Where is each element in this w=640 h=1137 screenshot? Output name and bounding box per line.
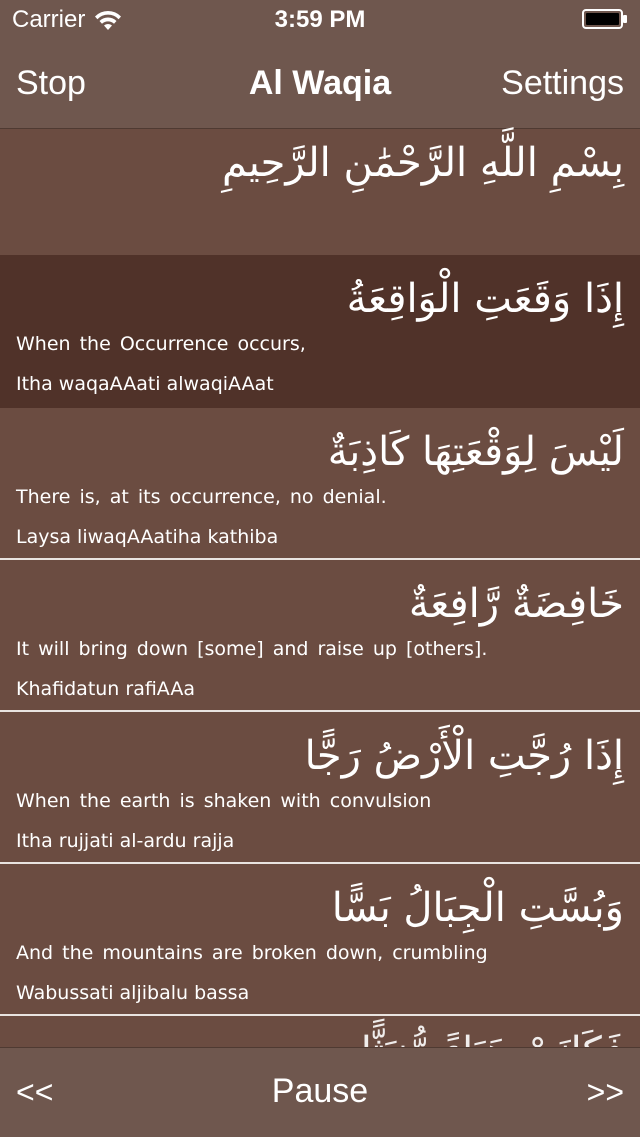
battery-icon (582, 9, 628, 29)
verse-arabic: إِذَا وَقَعَتِ الْوَاقِعَةُ (346, 276, 624, 322)
verse-transliteration: Khafidatun rafiAAa (16, 678, 195, 700)
playback-toolbar (0, 1047, 640, 1137)
verse-translation: It will bring down [some] and raise up [others]. (16, 638, 488, 660)
page-title: Al Waqia (248, 64, 392, 102)
play-pause-container (0, 1072, 640, 1111)
verse-row-3[interactable] (0, 560, 640, 712)
verse-transliteration: Wabussati aljibalu bassa (16, 982, 250, 1004)
verse-arabic: خَافِضَةٌ رَّافِعَةٌ (408, 581, 624, 627)
carrier-label: Carrier (12, 6, 86, 33)
bismillah-arabic: بِسْمِ اللَّهِ الرَّحْمَٰنِ الرَّحِيمِ (221, 140, 624, 186)
verse-row-2[interactable] (0, 408, 640, 560)
settings-button[interactable]: Settings (501, 64, 624, 102)
verse-arabic: وَبُسَّتِ الْجِبَالُ بَسًّا (331, 885, 624, 931)
bismillah-row (0, 129, 640, 255)
verse-list[interactable] (0, 129, 640, 1047)
verse-translation: When the earth is shaken with convulsion (16, 790, 432, 812)
verse-row-5[interactable] (0, 864, 640, 1016)
navigation-bar (0, 40, 640, 129)
previous-verse-button[interactable]: << (16, 1074, 54, 1110)
verse-transliteration: Itha rujjati al-ardu rajja (16, 830, 235, 852)
next-verse-button[interactable]: >> (586, 1074, 624, 1110)
verse-transliteration: Itha waqaAAati alwaqiAAat (16, 373, 274, 395)
verse-row-4[interactable] (0, 712, 640, 864)
verse-arabic: لَيْسَ لِوَقْعَتِهَا كَاذِبَةٌ (327, 429, 624, 475)
verse-transliteration: Laysa liwaqAAatiha kathiba (16, 526, 279, 548)
verse-translation: When the Occurrence occurs, (16, 333, 306, 355)
pause-button[interactable]: Pause (271, 1072, 369, 1110)
verse-translation: There is, at its occurrence, no denial. (16, 486, 387, 508)
verse-translation: And the mountains are broken down, crumbling (16, 942, 488, 964)
status-bar (0, 0, 640, 40)
status-time: 3:59 PM (274, 6, 366, 33)
verse-arabic: إِذَا رُجَّتِ الْأَرْضُ رَجًّا (304, 733, 624, 779)
verse-row-1[interactable] (0, 255, 640, 408)
stop-button[interactable]: Stop (16, 64, 86, 102)
